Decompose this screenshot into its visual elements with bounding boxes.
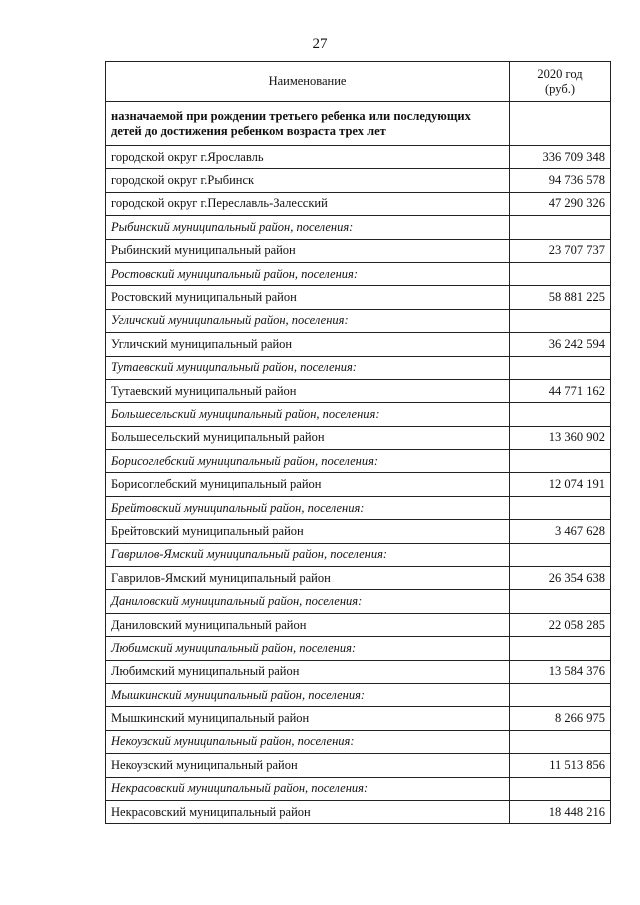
header-unit: (руб.)	[545, 81, 575, 96]
page-number: 27	[312, 36, 328, 52]
table-row	[106, 286, 611, 309]
table-row	[106, 239, 611, 262]
amount-value	[510, 777, 611, 800]
territory-name: Борисоглебский муниципальный район	[106, 473, 510, 496]
group-name: Брейтовский муниципальный район, поселения:	[106, 496, 510, 519]
group-name: Гаврилов-Ямский муниципальный район, поселения:	[106, 543, 510, 566]
group-name: Борисоглебский муниципальный район, поселения:	[106, 450, 510, 473]
territory-name: Даниловский муниципальный район	[106, 613, 510, 636]
table-row	[106, 169, 611, 192]
amount-value: 36 242 594	[510, 333, 611, 356]
table-row	[106, 707, 611, 730]
amount-value	[510, 590, 611, 613]
amount-value: 26 354 638	[510, 567, 611, 590]
header-name-cell: Наименование	[106, 62, 510, 102]
group-header-row	[106, 543, 611, 566]
table-row	[106, 520, 611, 543]
group-name: Некоузский муниципальный район, поселения:	[106, 730, 510, 753]
amount-value: 18 448 216	[510, 800, 611, 823]
group-name: Угличский муниципальный район, поселения:	[106, 309, 510, 332]
amount-value: 58 881 225	[510, 286, 611, 309]
territory-name: Рыбинский муниципальный район	[106, 239, 510, 262]
group-header-row	[106, 403, 611, 426]
amount-value: 8 266 975	[510, 707, 611, 730]
group-header-row	[106, 309, 611, 332]
amount-value	[510, 309, 611, 332]
group-header-row	[106, 496, 611, 519]
territory-name: Тутаевский муниципальный район	[106, 379, 510, 402]
amount-value	[510, 543, 611, 566]
territory-name: Гаврилов-Ямский муниципальный район	[106, 567, 510, 590]
table-row	[106, 333, 611, 356]
table-row	[106, 660, 611, 683]
territory-name: Любимский муниципальный район	[106, 660, 510, 683]
territory-name: Ростовский муниципальный район	[106, 286, 510, 309]
territory-name: городской округ г.Переславль-Залесский	[106, 192, 510, 215]
group-name: Даниловский муниципальный район, поселения:	[106, 590, 510, 613]
amount-value	[510, 637, 611, 660]
group-name: Рыбинский муниципальный район, поселения:	[106, 216, 510, 239]
amount-value	[510, 730, 611, 753]
group-header-row	[106, 262, 611, 285]
group-header-row	[106, 637, 611, 660]
territory-name: Большесельский муниципальный район	[106, 426, 510, 449]
amount-value	[510, 262, 611, 285]
table-row	[106, 379, 611, 402]
section-title-row	[106, 102, 611, 146]
table-header-row	[106, 62, 611, 102]
table-row	[106, 800, 611, 823]
group-name: Мышкинский муниципальный район, поселения:	[106, 683, 510, 706]
group-header-row	[106, 683, 611, 706]
group-header-row	[106, 777, 611, 800]
amount-value: 94 736 578	[510, 169, 611, 192]
table-row	[106, 567, 611, 590]
territory-name: Угличский муниципальный район	[106, 333, 510, 356]
table-row	[106, 426, 611, 449]
territory-name: Некоузский муниципальный район	[106, 754, 510, 777]
table-body	[106, 62, 611, 824]
amount-value: 13 360 902	[510, 426, 611, 449]
amount-value	[510, 450, 611, 473]
territory-name: городской округ г.Ярославль	[106, 146, 510, 169]
territory-name: Мышкинский муниципальный район	[106, 707, 510, 730]
budget-table	[105, 61, 611, 824]
amount-value: 11 513 856	[510, 754, 611, 777]
group-name: Большесельский муниципальный район, поселения:	[106, 403, 510, 426]
amount-value: 44 771 162	[510, 379, 611, 402]
header-amount-cell	[510, 62, 611, 102]
amount-value: 13 584 376	[510, 660, 611, 683]
territory-name: Некрасовский муниципальный район	[106, 800, 510, 823]
territory-name: Брейтовский муниципальный район	[106, 520, 510, 543]
amount-value	[510, 216, 611, 239]
amount-value: 12 074 191	[510, 473, 611, 496]
amount-value: 47 290 326	[510, 192, 611, 215]
group-header-row	[106, 450, 611, 473]
amount-value: 23 707 737	[510, 239, 611, 262]
amount-value	[510, 356, 611, 379]
group-name: Любимский муниципальный район, поселения:	[106, 637, 510, 660]
group-name: Некрасовский муниципальный район, поселения:	[106, 777, 510, 800]
amount-value	[510, 496, 611, 519]
territory-name: городской округ г.Рыбинск	[106, 169, 510, 192]
amount-value: 336 709 348	[510, 146, 611, 169]
table-row	[106, 192, 611, 215]
group-name: Тутаевский муниципальный район, поселения:	[106, 356, 510, 379]
section-amount-cell	[510, 102, 611, 146]
group-header-row	[106, 730, 611, 753]
group-header-row	[106, 356, 611, 379]
table-row	[106, 473, 611, 496]
group-header-row	[106, 216, 611, 239]
group-header-row	[106, 590, 611, 613]
section-title: назначаемой при рождении третьего ребенка или последующих детей до достижения ребенком возраста трех лет	[106, 102, 510, 146]
table-row	[106, 146, 611, 169]
group-name: Ростовский муниципальный район, поселения:	[106, 262, 510, 285]
amount-value: 22 058 285	[510, 613, 611, 636]
header-year: 2020 год	[537, 66, 583, 81]
table-row	[106, 613, 611, 636]
amount-value: 3 467 628	[510, 520, 611, 543]
table-row	[106, 754, 611, 777]
amount-value	[510, 683, 611, 706]
amount-value	[510, 403, 611, 426]
